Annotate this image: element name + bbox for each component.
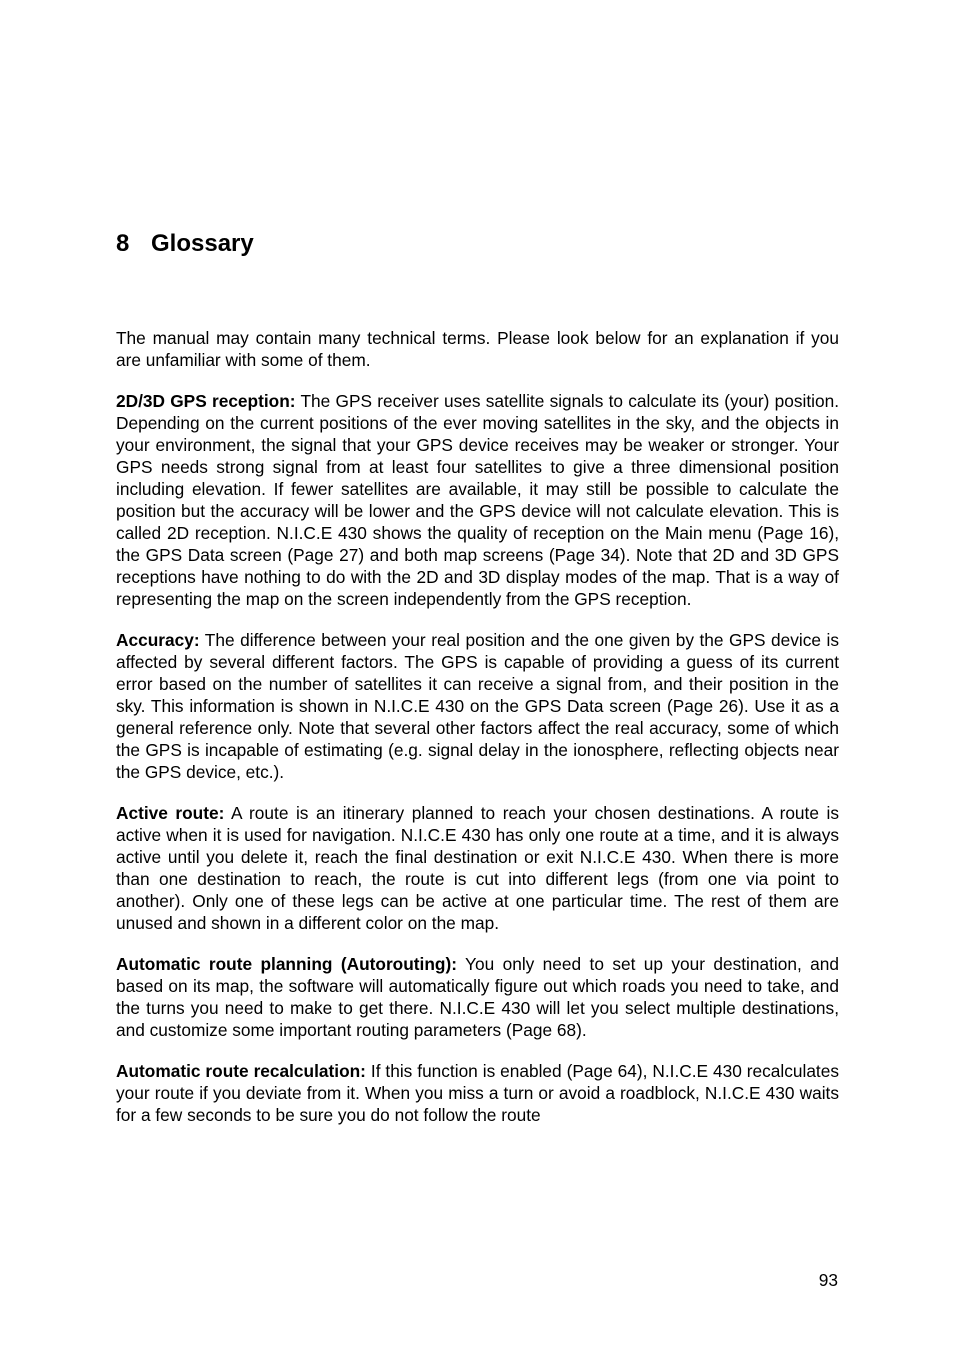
glossary-entry (116, 802, 839, 934)
section-title: Glossary (151, 230, 254, 257)
glossary-definition: You only need to set up your destination, and based on its map, the software will automatically figure out which roads you need to take, and the turns you need to make to get there. N.I.C.E 430 will let you select multiple destinations, and customize some important routing parameters (Page 68). (116, 954, 839, 1040)
section-heading (116, 230, 254, 258)
glossary-term: 2D/3D GPS reception: (116, 391, 296, 411)
intro-paragraph: The manual may contain many technical terms. Please look below for an explanation if you are unfamiliar with some of them. (116, 328, 839, 370)
page-number: 93 (818, 1270, 838, 1290)
section-number: 8 (116, 230, 130, 257)
glossary-term: Automatic route recalculation: (116, 1061, 366, 1081)
glossary-entry (116, 1060, 839, 1126)
glossary-term: Automatic route planning (Autorouting): (116, 954, 457, 974)
glossary-definition: A route is an itinerary planned to reach your chosen destinations. A route is active when it is used for navigation. N.I.C.E 430 has only one route at a time, and it is always active until you delete it, reach the final destination or exit N.I.C.E 430. When there is more than one destination to reach, the route is cut into different legs (from one via point to another). Only one of these legs can be active at one particular time. The rest of them are unused and shown in a different color on the map. (116, 803, 839, 933)
glossary-definition: The difference between your real position and the one given by the GPS device is affected by several different factors. The GPS is capable of providing a guess of its current error based on the number of satellites it can receive a signal from, and their position in the sky. This information is shown in N.I.C.E 430 on the GPS Data screen (Page 26). Use it as a general reference only. Note that several other factors affect the real accuracy, some of which the GPS is incapable of estimating (e.g. signal delay in the ionosphere, reflecting objects near the GPS device, etc.). (116, 630, 839, 782)
glossary-entry (116, 629, 839, 783)
glossary-definition: The GPS receiver uses satellite signals to calculate its (your) position. Depending on the current positions of the ever moving satellites in the sky, and the objects in your environment, the signal that your GPS device receives may be weaker or stronger. Your GPS needs strong signal from at least four satellites to give a three dimensional position including elevation. If fewer satellites are available, it may still be possible to calculate the position but the accuracy will be lower and the GPS device will not calculate elevation. This is called 2D reception. N.I.C.E 430 shows the quality of reception on the Main menu (Page 16), the GPS Data screen (Page 27) and both map screens (Page 34). Note that 2D and 3D GPS receptions have nothing to do with the 2D and 3D display modes of the map. That is a way of representing the map on the screen independently from the GPS reception. (116, 391, 840, 609)
glossary-entry (116, 953, 839, 1041)
glossary-term: Active route: (116, 803, 225, 823)
glossary-definition: If this function is enabled (Page 64), N.I.C.E 430 recalculates your route if you deviate from it. When you miss a turn or avoid a roadblock, N.I.C.E 430 waits for a few seconds to be sure you do not follow the route (116, 1061, 839, 1125)
glossary-term: Accuracy: (116, 630, 200, 650)
glossary-entry (116, 390, 839, 610)
glossary-body (116, 327, 839, 1145)
